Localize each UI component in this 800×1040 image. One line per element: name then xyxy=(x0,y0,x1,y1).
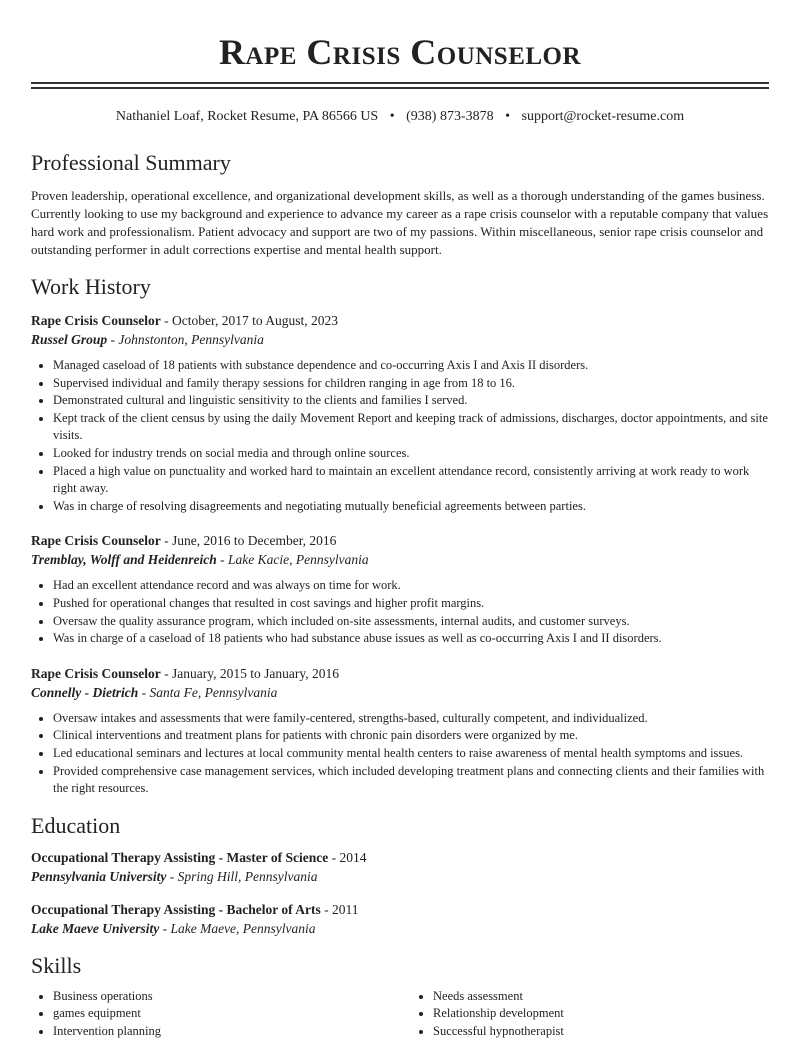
skill-item: • Relationship development xyxy=(433,1005,769,1023)
skill-item: • Needs assessment xyxy=(433,988,769,1006)
education-school-line xyxy=(31,867,769,886)
job-bullet: • Led educational seminars and lectures at local community mental health centers to raise awareness of mental health symptoms and issues. xyxy=(53,745,769,763)
summary-heading: Professional Summary xyxy=(31,150,231,175)
job-title: Rape Crisis Counselor xyxy=(31,533,161,549)
job-bullet: • Looked for industry trends on social media and through online sources. xyxy=(53,445,769,463)
job-bullet: • Managed caseload of 18 patients with substance dependence and co-occurring Axis I and Axis II disorders. xyxy=(53,357,769,375)
job-location: - Johnstonton, Pennsylvania xyxy=(107,332,264,347)
job-title: Rape Crisis Counselor xyxy=(31,313,161,328)
job-company: Tremblay, Wolff and Heidenreich xyxy=(31,552,217,568)
job-bullets xyxy=(31,357,769,515)
skill-item: • games equipment xyxy=(53,1005,389,1023)
title-divider-top xyxy=(31,82,769,84)
education-degree: Occupational Therapy Assisting - Bachelor of Arts xyxy=(31,901,321,917)
job-entry xyxy=(31,311,769,515)
job-company-line xyxy=(31,330,769,349)
job-company-line xyxy=(31,683,769,702)
contact-address: Nathaniel Loaf, Rocket Resume, PA 86566 US xyxy=(115,109,379,124)
skill-item: • Business operations xyxy=(53,988,389,1006)
job-bullet: • Kept track of the client census by using the daily Movement Report and keeping track of admissions, discharges, doctor appointments, and site visits. xyxy=(53,410,769,445)
job-title: Rape Crisis Counselor xyxy=(31,665,161,681)
skills-column-left xyxy=(31,988,389,1040)
job-bullets xyxy=(31,577,769,647)
job-title-line xyxy=(31,311,769,330)
job-bullet: • Oversaw the quality assurance program, which included on-site assessments, internal audits, and customer surveys. xyxy=(53,613,769,631)
education-year: - 2011 xyxy=(320,901,359,917)
skill-item: • Intervention planning xyxy=(53,1023,389,1040)
skills-heading: Skills xyxy=(31,952,82,978)
job-location: - Santa Fe, Pennsylvania xyxy=(138,684,278,700)
job-bullet: • Had an excellent attendance record and was always on time for work. xyxy=(53,577,769,595)
education-entry xyxy=(31,848,769,886)
summary-text: Proven leadership, operational excellence, and organizational development skills, as well as a thorough understanding of the games business. Currently looking to use my background and experience to advance my career as a rape crisis counselor with a reputable company that values hard work and professionalism. Patient advocacy and support are two of my passions. Within miscellaneous, senior rape crisis counselor and outstanding performer in adult corrections expertise and mental health support. xyxy=(31,188,769,257)
education-location: - Spring Hill, Pennsylvania xyxy=(166,868,318,884)
contact-separator: • xyxy=(389,109,395,124)
resume-title: Rape Crisis Counselor xyxy=(218,32,582,72)
education-degree: Occupational Therapy Assisting - Master of Science xyxy=(31,849,329,865)
job-bullet: • Was in charge of a caseload of 18 patients who had substance abuse issues as well as co-occurring Axis I and II disorders. xyxy=(53,630,769,648)
education-school-line xyxy=(31,919,769,938)
job-bullet: • Demonstrated cultural and linguistic sensitivity to the clients and families I served. xyxy=(53,392,769,410)
skill-item: • Successful hypnotherapist xyxy=(433,1023,769,1040)
job-bullet: • Supervised individual and family therapy sessions for children ranging in age from 18 to 16. xyxy=(53,375,769,393)
job-entry xyxy=(31,531,769,647)
job-company: Connelly - Dietrich xyxy=(31,684,139,700)
job-location: - Lake Kacie, Pennsylvania xyxy=(216,552,369,568)
contact-email: support@rocket-resume.com xyxy=(521,109,685,124)
job-bullet: • Oversaw intakes and assessments that were family-centered, strengths-based, culturally competent, and individualized. xyxy=(53,710,769,728)
job-title-line xyxy=(31,664,769,683)
contact-phone: (938) 873-3878 xyxy=(406,109,494,124)
job-entry xyxy=(31,664,769,798)
education-location: - Lake Maeve, Pennsylvania xyxy=(159,920,316,936)
job-bullet: • Was in charge of resolving disagreements and negotiating mutually beneficial agreements between parties. xyxy=(53,498,769,516)
education-entry xyxy=(31,900,769,938)
job-bullet: • Clinical interventions and treatment plans for patients with chronic pain disorders were organized by me. xyxy=(53,727,769,745)
education-school: Lake Maeve University xyxy=(31,920,160,936)
title-divider-bottom xyxy=(31,87,769,89)
job-bullet: • Placed a high value on punctuality and worked hard to maintain an excellent attendance record, consistently arriving at work ready to work right away. xyxy=(53,463,769,498)
job-bullets xyxy=(31,710,769,798)
job-company-line xyxy=(31,550,769,569)
education-degree-line xyxy=(31,848,769,867)
skills-column-right xyxy=(411,988,769,1040)
job-title-line xyxy=(31,531,769,550)
education-year: - 2014 xyxy=(328,849,367,865)
job-bullet: • Pushed for operational changes that resulted in cost savings and higher profit margins. xyxy=(53,595,769,613)
job-dates: - October, 2017 to August, 2023 xyxy=(160,313,338,328)
job-dates: - January, 2015 to January, 2016 xyxy=(160,665,339,681)
education-school: Pennsylvania University xyxy=(31,868,167,884)
education-degree-line xyxy=(31,900,769,919)
job-company: Russel Group xyxy=(31,332,108,347)
work-history-heading: Work History xyxy=(31,274,151,299)
job-bullet: • Provided comprehensive case management services, which included developing treatment plans and connecting clients and their families with the right resources. xyxy=(53,763,769,798)
job-dates: - June, 2016 to December, 2016 xyxy=(160,533,337,549)
contact-separator: • xyxy=(505,109,511,124)
contact-line xyxy=(31,107,769,127)
education-heading: Education xyxy=(31,812,121,838)
skills-list xyxy=(31,988,769,1040)
